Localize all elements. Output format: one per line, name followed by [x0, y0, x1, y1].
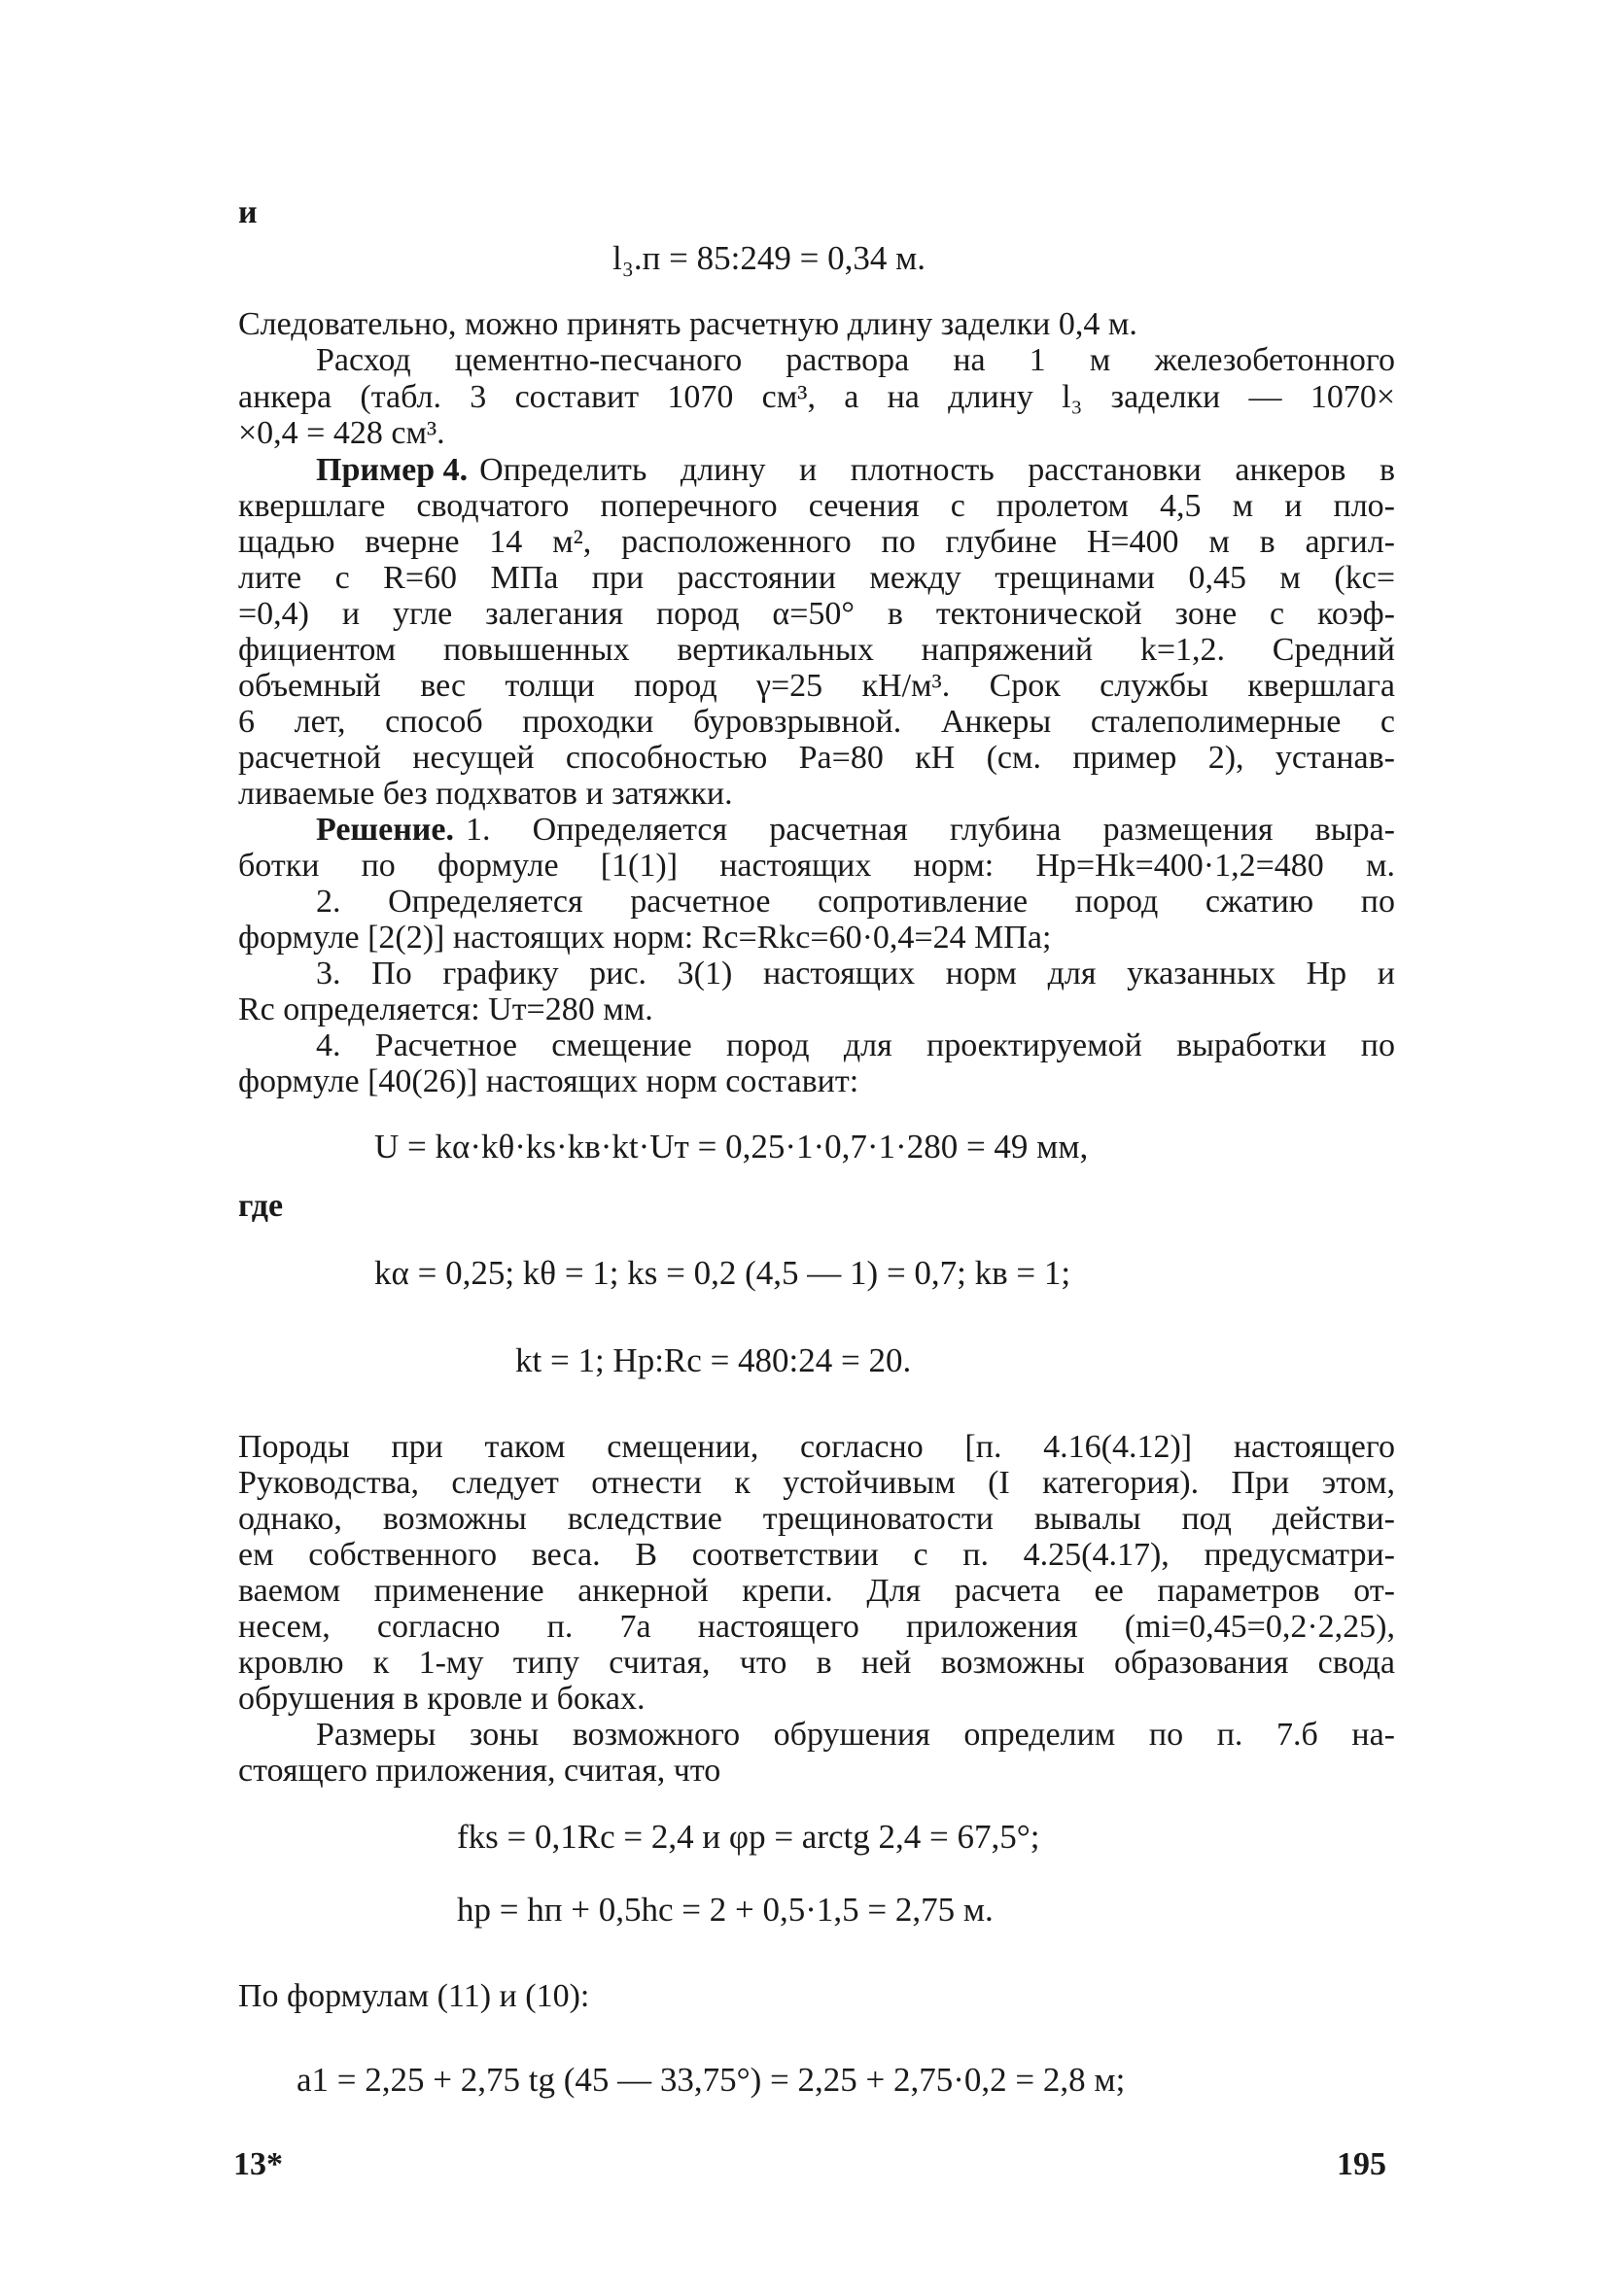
paragraph-3-line-3: однако, возможны вследствие трещиноватости вывалы под действи- [238, 1501, 1395, 1537]
where-label: где [238, 1188, 284, 1224]
paragraph-4-line-2: стоящего приложения, считая, что [238, 1753, 721, 1789]
formula-displacement: U = kα·kθ·ks·kв·kt·Uт = 0,25·1·0,7·1·280 = 49 мм, [374, 1128, 1089, 1165]
paragraph-3-line-7: кровлю к 1-му типу считая, что в ней возможны образования свода [238, 1645, 1395, 1681]
formula-anchor-length: l₃.п = 85:249 = 0,34 м. [612, 239, 926, 277]
solution-step-2-line-1: 2. Определяется расчетное сопротивление пород сжатию по [316, 884, 1395, 920]
solution-step-1-text: 1. Определяется расчетная глубина размещения выра- [465, 812, 1395, 848]
solution-step-3-line-2: Rc определяется: Uт=280 мм. [238, 991, 653, 1027]
paragraph-1-line-3: анкера (табл. 3 составит 1070 см³, а на длину l₃ заделки — 1070× [238, 379, 1395, 415]
formula-a1: a1 = 2,25 + 2,75 tg (45 — 33,75°) = 2,25 + 2,75·0,2 = 2,8 м; [297, 2061, 1126, 2099]
conjunction-i: и [238, 194, 258, 230]
paragraph-3-line-2: Руководства, следует отнести к устойчивым (I категория). При этом, [238, 1465, 1395, 1501]
formula-ratio: kt = 1; Hp:Rc = 480:24 = 20. [515, 1341, 912, 1379]
paragraph-3-line-6: несем, согласно п. 7а настоящего приложения (mi=0,45=0,2·2,25), [238, 1609, 1395, 1645]
solution-step-4-line-1: 4. Расчетное смещение пород для проектируемой выработки по [316, 1027, 1395, 1063]
paragraph-4-line-1: Размеры зоны возможного обрушения определим по п. 7.б на- [316, 1717, 1395, 1753]
example-4-line-7: объемный вес толщи пород γ=25 кН/м³. Срок службы квершлага [238, 668, 1395, 704]
solution-step-1-line-2: ботки по формуле [1(1)] настоящих норм: Hp=Hk=400·1,2=480 м. [238, 848, 1395, 884]
solution-step-4-line-2: формуле [40(26)] настоящих норм составит: [238, 1063, 859, 1099]
paragraph-3-line-8: обрушения в кровле и боках. [238, 1681, 646, 1717]
formula-height: hp = hп + 0,5hc = 2 + 0,5·1,5 = 2,75 м. [457, 1891, 994, 1929]
paragraph-3-line-4: ем собственного веса. В соответствии с п. 4.25(4.17), предусматри- [238, 1537, 1395, 1573]
formula-coefficients: kα = 0,25; kθ = 1; ks = 0,2 (4,5 — 1) = 0,7; kв = 1; [374, 1254, 1071, 1292]
page-number: 195 [1337, 2146, 1386, 2182]
example-4-line-3: щадью вчерне 14 м², расположенного по глубине H=400 м в аргил- [238, 524, 1395, 560]
example-4-line-2: квершлаге сводчатого поперечного сечения с пролетом 4,5 м и пло- [238, 488, 1395, 524]
example-4-line-4: лите с R=60 МПа при расстоянии между трещинами 0,45 м (kc= [238, 560, 1395, 596]
example-4-line-10: ливаемые без подхватов и затяжки. [238, 776, 733, 812]
solution-label: Решение. [316, 812, 454, 848]
example-4-text: Определить длину и плотность расстановки анкеров в [479, 452, 1395, 488]
paragraph-1-line-2: Расход цементно-песчаного раствора на 1 м железобетонного [316, 342, 1395, 378]
solution-first-line [316, 812, 1395, 849]
paragraph-3-line-1: Породы при таком смещении, согласно [п. 4.16(4.12)] настоящего [238, 1429, 1395, 1465]
formula-strength-angle: fks = 0,1Rc = 2,4 и φp = arctg 2,4 = 67,5°; [457, 1818, 1040, 1856]
paragraph-5: По формулам (11) и (10): [238, 1978, 590, 2014]
example-4-label: Пример 4. [316, 452, 469, 488]
paragraph-1-line-1: Следовательно, можно принять расчетную длину заделки 0,4 м. [238, 306, 1137, 342]
example-4-line-6: фициентом повышенных вертикальных напряжений k=1,2. Средний [238, 632, 1395, 668]
paragraph-1-line-4: ×0,4 = 428 см³. [238, 415, 445, 451]
example-4-line-5: =0,4) и угле залегания пород α=50° в тектонической зоне с коэф- [238, 596, 1395, 632]
signature-mark: 13* [233, 2146, 283, 2182]
example-4-line-9: расчетной несущей способностью Pa=80 кН (см. пример 2), устанав- [238, 740, 1395, 776]
example-4-first-line [316, 452, 1395, 489]
example-4-line-8: 6 лет, способ проходки буровзрывной. Анкеры сталеполимерные с [238, 704, 1395, 740]
solution-step-2-line-2: формуле [2(2)] настоящих норм: Rc=Rkc=60·0,4=24 МПа; [238, 920, 1052, 956]
paragraph-3-line-5: ваемом применение анкерной крепи. Для расчета ее параметров от- [238, 1573, 1395, 1609]
solution-step-3-line-1: 3. По графику рис. 3(1) настоящих норм для указанных Hp и [316, 956, 1395, 991]
